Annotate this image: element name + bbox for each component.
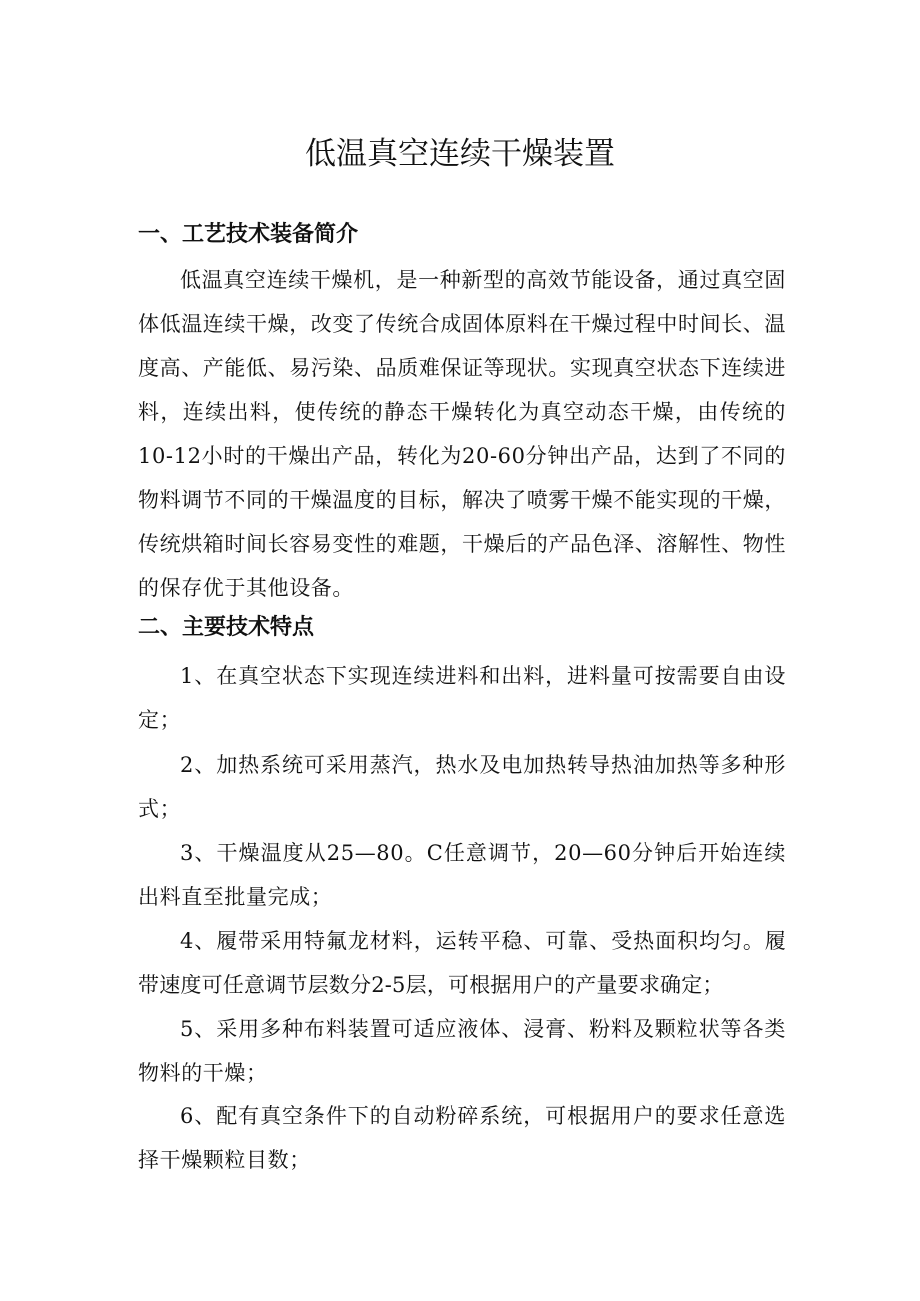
feature-paragraph: 4、履带采用特氟龙材料，运转平稳、可靠、受热面积均匀。履带速度可任意调节层数分2-5层，可根据用户的产量要求确定； xyxy=(138,929,786,997)
document-title: 低温真空连续干燥装置 xyxy=(305,136,615,172)
intro-paragraph: 低温真空连续干燥机，是一种新型的高效节能设备，通过真空固体低温连续干燥，改变了传统合成固体原料在干燥过程中时间长、温度高、产能低、易污染、品质难保证等现状。实现真空状态下连续进料，连续出料，使传统的静态干燥转化为真空动态干燥，由传统的10-12小时的干燥出产品，转化为20-60分钟出产品，达到了不同的物料调节不同的干燥温度的目标，解决了喷雾干燥不能实现的干燥，传统烘箱时间长容易变性的难题，干燥后的产品色泽、溶解性、物性的保存优于其他设备。 xyxy=(138,268,786,600)
feature-paragraph: 6、配有真空条件下的自动粉碎系统，可根据用户的要求任意选择干燥颗粒目数； xyxy=(138,1104,786,1172)
section-heading-features: 二、主要技术特点 xyxy=(138,615,315,640)
feature-paragraph: 2、加热系统可采用蒸汽，热水及电加热转导热油加热等多种形式； xyxy=(138,753,786,821)
feature-paragraph: 1、在真空状态下实现连续进料和出料，进料量可按需要自由设定； xyxy=(138,664,786,732)
feature-paragraph: 5、采用多种布料装置可适应液体、浸膏、粉料及颗粒状等各类物料的干燥； xyxy=(138,1017,786,1085)
section-heading-intro: 一、工艺技术装备简介 xyxy=(138,222,359,247)
feature-paragraph: 3、干燥温度从25—80。C任意调节，20—60分钟后开始连续出料直至批量完成； xyxy=(138,841,786,909)
